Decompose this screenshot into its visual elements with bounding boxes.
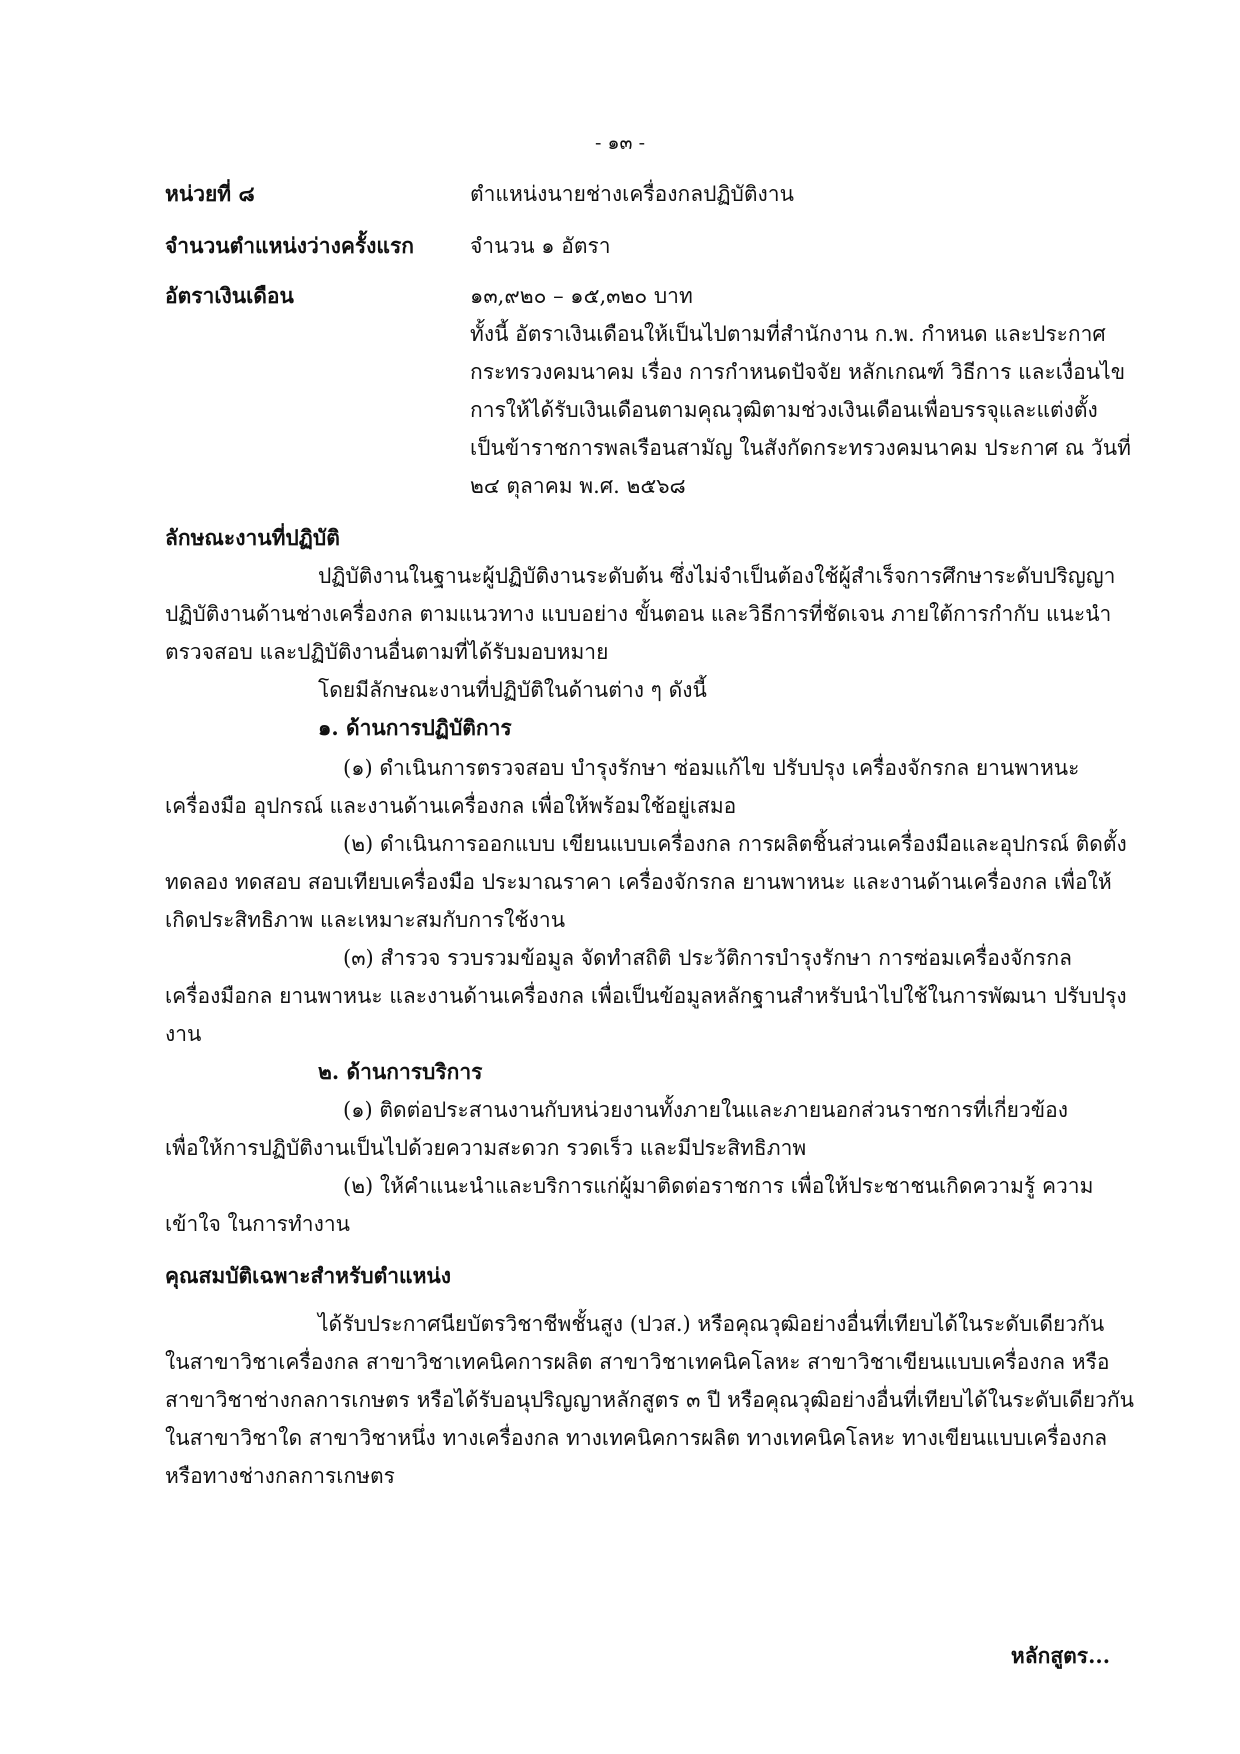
duties-heading: ลักษณะงานที่ปฏิบัติ xyxy=(165,525,340,550)
area2-item-line: (๑) ติดต่อประสานงานกับหน่วยงานทั้งภายในและภายนอกส่วนราชการที่เกี่ยวข้อง xyxy=(343,1098,1068,1122)
salary-note-line: กระทรวงคมนาคม เรื่อง การกำหนดปัจจัย หลักเกณฑ์ วิธีการ และเงื่อนไข xyxy=(470,360,1126,384)
area1-item-line: เครื่องมือกล ยานพาหนะ และงานด้านเครื่องกล เพื่อเป็นข้อมูลหลักฐานสำหรับนำไปใช้ในการพัฒนา ปรับปรุง xyxy=(165,984,1127,1008)
continuation-text: หลักสูตร... xyxy=(1010,1643,1110,1668)
qualification-line: หรือทางช่างกลการเกษตร xyxy=(165,1464,395,1488)
unit-label: หน่วยที่ ๘ xyxy=(165,181,255,206)
unit-value: ตำแหน่งนายช่างเครื่องกลปฏิบัติงาน xyxy=(470,182,794,206)
area1-item-line: ทดลอง ทดสอบ สอบเทียบเครื่องมือ ประมาณราคา เครื่องจักรกล ยานพาหนะ และงานด้านเครื่องกล เพื่อให้ xyxy=(165,870,1112,894)
salary-note-line: ทั้งนี้ อัตราเงินเดือนให้เป็นไปตามที่สำนักงาน ก.พ. กำหนด และประกาศ xyxy=(470,322,1106,346)
area1-item-line: เครื่องมือ อุปกรณ์ และงานด้านเครื่องกล เพื่อให้พร้อมใช้อยู่เสมอ xyxy=(165,794,737,818)
area2-item-line: เพื่อให้การปฏิบัติงานเป็นไปด้วยความสะดวก รวดเร็ว และมีประสิทธิภาพ xyxy=(165,1136,807,1160)
salary-note-line: การให้ได้รับเงินเดือนตามคุณวุฒิตามช่วงเงินเดือนเพื่อบรรจุและแต่งตั้ง xyxy=(470,398,1098,422)
duties-areas-intro: โดยมีลักษณะงานที่ปฏิบัติในด้านต่าง ๆ ดังนี้ xyxy=(318,678,707,702)
area1-item-line: (๓) สำรวจ รวบรวมข้อมูล จัดทำสถิติ ประวัติการบำรุงรักษา การซ่อมเครื่องจักรกล xyxy=(343,946,1072,970)
qualifications-heading: คุณสมบัติเฉพาะสำหรับตำแหน่ง xyxy=(165,1263,452,1288)
duties-intro-line: ตรวจสอบ และปฏิบัติงานอื่นตามที่ได้รับมอบหมาย xyxy=(165,640,609,664)
area1-item-line: (๑) ดำเนินการตรวจสอบ บำรุงรักษา ซ่อมแก้ไข ปรับปรุง เครื่องจักรกล ยานพาหนะ xyxy=(343,756,1080,780)
salary-label: อัตราเงินเดือน xyxy=(165,283,294,308)
area2-item-line: เข้าใจ ในการทำงาน xyxy=(165,1212,350,1236)
qualification-line: ในสาขาวิชาเครื่องกล สาขาวิชาเทคนิคการผลิต สาขาวิชาเทคนิคโลหะ สาขาวิชาเขียนแบบเครื่องกล หรือ xyxy=(165,1350,1110,1374)
salary-value: ๑๓,๙๒๐ – ๑๕,๓๒๐ บาท xyxy=(470,284,693,308)
area1-item-line: เกิดประสิทธิภาพ และเหมาะสมกับการใช้งาน xyxy=(165,908,566,932)
duties-intro-line: ปฏิบัติงานในฐานะผู้ปฏิบัติงานระดับต้น ซึ่งไม่จำเป็นต้องใช้ผู้สำเร็จการศึกษาระดับปริญญา xyxy=(318,564,1116,588)
qualification-line: ได้รับประกาศนียบัตรวิชาชีพชั้นสูง (ปวส.) หรือคุณวุฒิอย่างอื่นที่เทียบได้ในระดับเดียวกัน xyxy=(318,1312,1105,1336)
salary-note-line: ๒๔ ตุลาคม พ.ศ. ๒๕๖๘ xyxy=(470,474,686,498)
area2-item-line: (๒) ให้คำแนะนำและบริการแก่ผู้มาติดต่อราชการ เพื่อให้ประชาชนเกิดความรู้ ความ xyxy=(343,1174,1094,1198)
qualification-line: สาขาวิชาช่างกลการเกษตร หรือได้รับอนุปริญญาหลักสูตร ๓ ปี หรือคุณวุฒิอย่างอื่นที่เทียบได้ในระดับเดียวกัน xyxy=(165,1388,1134,1412)
vacancy-value: จำนวน ๑ อัตรา xyxy=(470,234,611,258)
page-number: - ๑๓ - xyxy=(595,132,645,154)
area1-item-line: งาน xyxy=(165,1022,202,1046)
area1-item-line: (๒) ดำเนินการออกแบบ เขียนแบบเครื่องกล การผลิตชิ้นส่วนเครื่องมือและอุปกรณ์ ติดตั้ง xyxy=(343,832,1127,856)
area1-heading: ๑. ด้านการปฏิบัติการ xyxy=(318,715,512,740)
area2-heading: ๒. ด้านการบริการ xyxy=(318,1059,483,1084)
salary-note-line: เป็นข้าราชการพลเรือนสามัญ ในสังกัดกระทรวงคมนาคม ประกาศ ณ วันที่ xyxy=(470,436,1131,460)
qualification-line: ในสาขาวิชาใด สาขาวิชาหนึ่ง ทางเครื่องกล ทางเทคนิคการผลิต ทางเทคนิคโลหะ ทางเขียนแบบเครื่องกล xyxy=(165,1426,1108,1450)
vacancy-label: จำนวนตำแหน่งว่างครั้งแรก xyxy=(165,233,414,258)
duties-intro-line: ปฏิบัติงานด้านช่างเครื่องกล ตามแนวทาง แบบอย่าง ขั้นตอน และวิธีการที่ชัดเจน ภายใต้การกำกับ แนะนำ xyxy=(165,602,1112,626)
